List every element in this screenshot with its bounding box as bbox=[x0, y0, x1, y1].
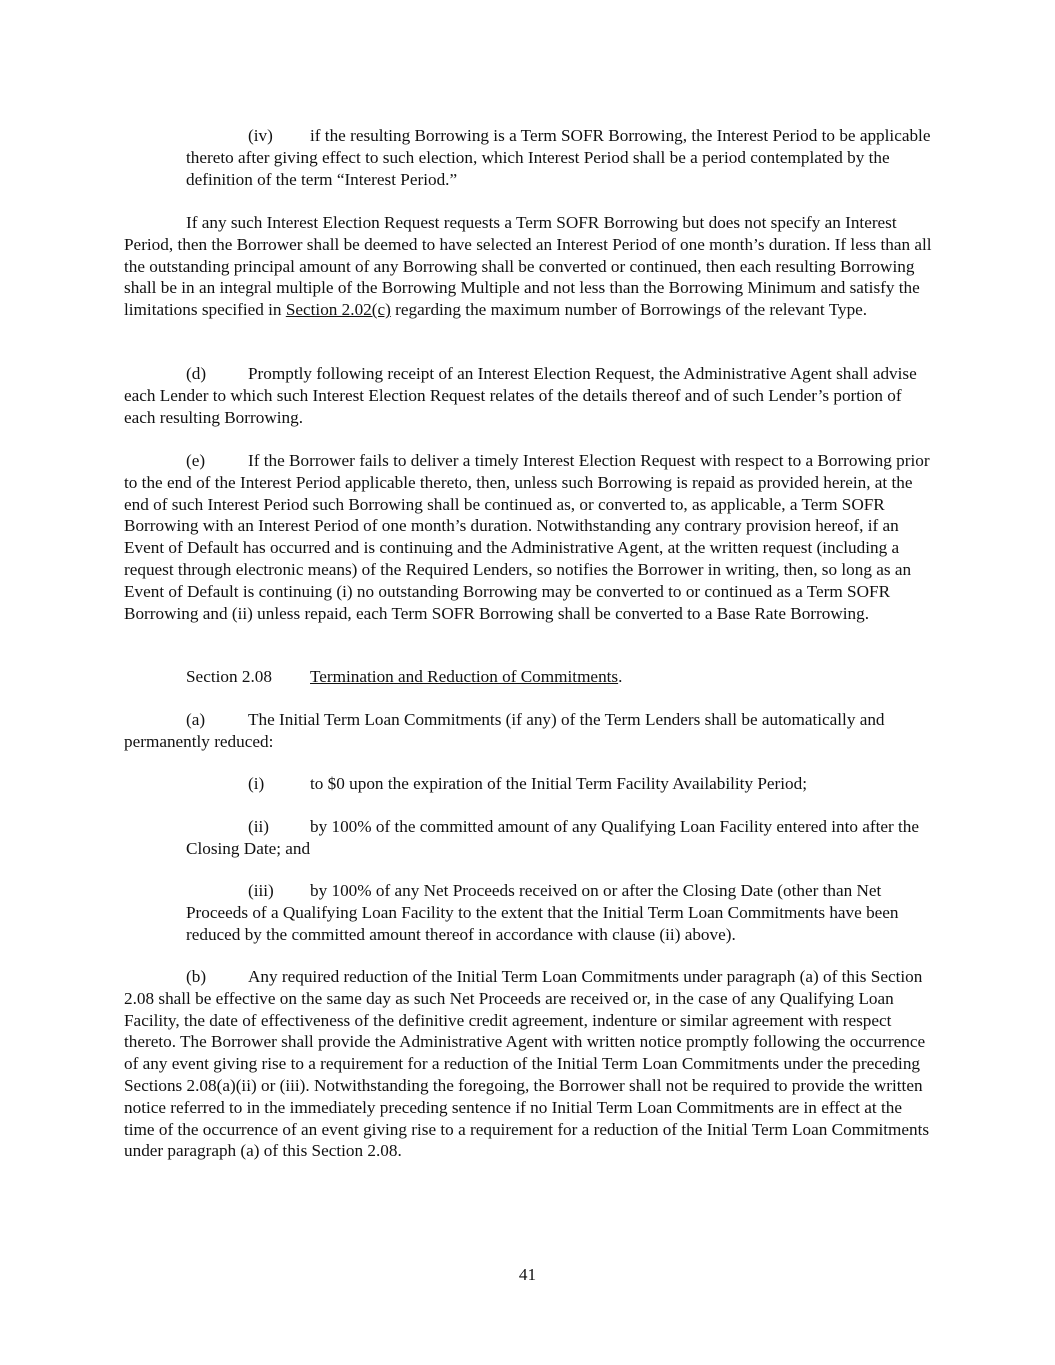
clause-iii-number: (iii) bbox=[248, 881, 274, 900]
clause-e-text: If the Borrower fails to deliver a timely Interest Election Request with respect to a Borrowing prior to the end of the Interest Period applicable thereto, then, unless such Borrowing is repaid as provided herein, at the end of such Interest Period such Borrowing shall be continued as, or converted to, as applicable, a Term SOFR Borrowing with an Interest Period of one month’s duration. Notwithstanding any contrary provision hereof, if an Event of Default has occurred and is continuing and the Administrative Agent, at the written request (including a request through electronic means) of the Required Lenders, so notifies the Borrower in writing, then, so long as an Event of Default is continuing (i) no outstanding Borrowing may be converted to or continued as a Term SOFR Borrowing and (ii) unless repaid, each Term SOFR Borrowing shall be converted to a Base Rate Borrowing. bbox=[124, 451, 930, 623]
clause-a bbox=[124, 709, 934, 753]
page-number: 41 bbox=[518, 1265, 537, 1284]
clause-b-number: (b) bbox=[186, 967, 207, 986]
clause-i bbox=[186, 773, 934, 795]
clause-b bbox=[124, 966, 934, 1162]
clause-e bbox=[124, 450, 934, 624]
section-2-08-number: Section 2.08 bbox=[186, 667, 272, 686]
section-2-02c-reference: Section 2.02(c) bbox=[285, 300, 391, 320]
clause-ii-text: by 100% of the committed amount of any Qualifying Loan Facility entered into after the Closing Date; and bbox=[186, 817, 920, 858]
clause-d-number: (d) bbox=[186, 364, 207, 383]
clause-a-number: (a) bbox=[186, 710, 206, 729]
section-2-08-title: Termination and Reduction of Commitments bbox=[310, 667, 619, 686]
section-2-08-heading bbox=[124, 666, 934, 688]
interest-election-text-a: If any such Interest Election Request requests a Term SOFR Borrowing but does not specify an Interest Period, then the Borrower shall be deemed to have selected an Interest Period of one month’s duration. If less than all the outstanding principal amount of any Borrowing shall be converted or continued, then each resulting Borrowing shall be in an integral multiple of the Borrowing Multiple and not less than the Borrowing Minimum and satisfy the limitations specified in bbox=[124, 213, 932, 320]
clause-i-text: to $0 upon the expiration of the Initial Term Facility Availability Period; bbox=[310, 774, 807, 793]
clause-iii-text: by 100% of any Net Proceeds received on or after the Closing Date (other than Net Proceeds of a Qualifying Loan Facility to the extent that the Initial Term Loan Commitments have been reduced by the committed amount thereof in accordance with clause (ii) above). bbox=[186, 881, 899, 944]
clause-iv-text: if the resulting Borrowing is a Term SOFR Borrowing, the Interest Period to be applicable thereto after giving effect to such election, which Interest Period shall be a period contemplated by the definition of the term “Interest Period.” bbox=[186, 126, 931, 189]
interest-election-text-b: regarding the maximum number of Borrowings of the relevant Type. bbox=[390, 300, 868, 320]
clause-i-number: (i) bbox=[248, 774, 265, 793]
clause-ii bbox=[186, 816, 934, 860]
clause-d-text: Promptly following receipt of an Interest Election Request, the Administrative Agent shall advise each Lender to which such Interest Election Request relates of the details thereof and of such Lender’s portion of each resulting Borrowing. bbox=[124, 364, 917, 427]
clause-iv bbox=[186, 125, 934, 190]
clause-e-number: (e) bbox=[186, 451, 206, 470]
interest-election-paragraph bbox=[124, 212, 934, 321]
clause-b-text: Any required reduction of the Initial Term Loan Commitments under paragraph (a) of this Section 2.08 shall be effective on the same day as such Net Proceeds are received or, in the case of any Qualifying Loan Facility, the date of effectiveness of the definitive credit agreement, indenture or similar agreement with respect thereto. The Borrower shall provide the Administrative Agent with written notice promptly following the occurrence of any event giving rise to a requirement for a reduction of the Initial Term Loan Commitments under the preceding Sections 2.08(a)(ii) or (iii). Notwithstanding the foregoing, the Borrower shall not be required to provide the written notice referred to in the immediately preceding sentence if no Initial Term Loan Commitments are in effect at the time of the occurrence of an event giving rise to a requirement for a reduction of the Initial Term Loan Commitments under paragraph (a) of this Section 2.08. bbox=[124, 967, 930, 1161]
clause-d bbox=[124, 363, 934, 428]
section-2-08-period: . bbox=[618, 667, 623, 686]
clause-iii bbox=[186, 880, 934, 945]
clause-ii-number: (ii) bbox=[248, 817, 269, 836]
clause-iv-number: (iv) bbox=[248, 126, 273, 145]
clause-a-text: The Initial Term Loan Commitments (if any) of the Term Lenders shall be automatically and permanently reduced: bbox=[124, 710, 885, 751]
